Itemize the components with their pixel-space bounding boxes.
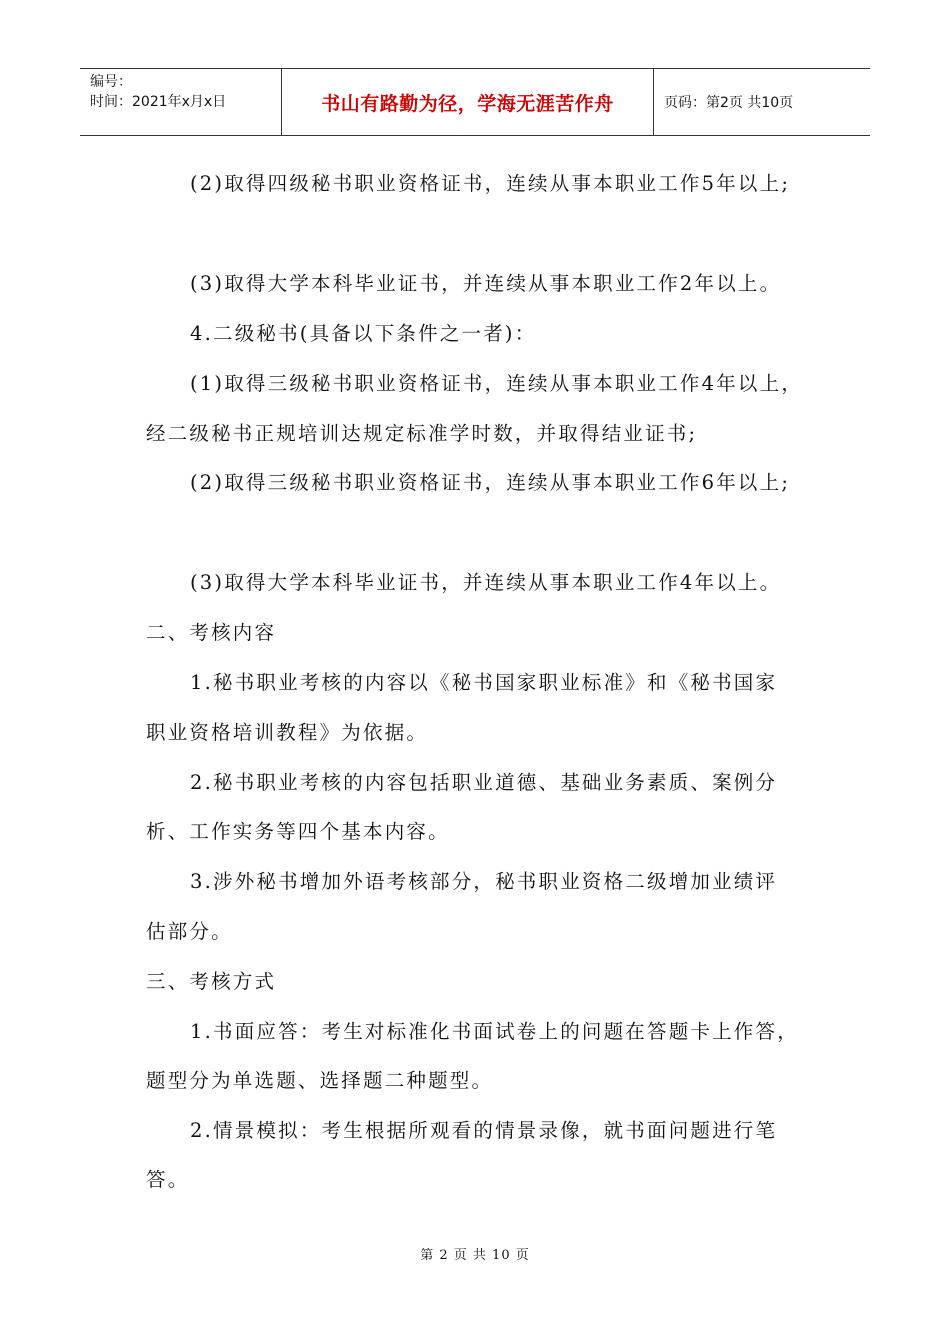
body-line: 经二级秘书正规培训达规定标准学时数，并取得结业证书; [146, 422, 698, 445]
header-page-cell [654, 69, 870, 135]
body-line: (2)取得四级秘书职业资格证书，连续从事本职业工作5年以上; [190, 172, 791, 195]
body-line: 3.涉外秘书增加外语考核部分，秘书职业资格二级增加业绩评 [190, 870, 778, 893]
body-line: 职业资格培训教程》为依据。 [146, 721, 429, 744]
body-line: 析、工作实务等四个基本内容。 [146, 820, 450, 843]
header-page-label: 页码：第2页 共10页 [664, 95, 794, 111]
body-line: 估部分。 [146, 920, 233, 943]
header-meta [80, 69, 282, 135]
body-line: 题型分为单选题、选择题二种题型。 [146, 1069, 494, 1092]
document-number-label: 编号： [90, 74, 132, 90]
section-heading: 二、考核内容 [146, 621, 277, 644]
body-line: 2.情景模拟：考生根据所观看的情景录像，就书面问题进行笔 [190, 1119, 778, 1142]
header-motto: 书山有路勤为径，学海无涯苦作舟 [321, 92, 614, 115]
body-line: 4.二级秘书(具备以下条件之一者)： [190, 322, 537, 345]
page-header [80, 68, 870, 136]
body-line: 答。 [146, 1168, 190, 1191]
body-line: 2.秘书职业考核的内容包括职业道德、基础业务素质、案例分 [190, 771, 778, 794]
page-footer: 第 2 页 共 10 页 [420, 1248, 530, 1263]
body-line: 1.书面应答：考生对标准化书面试卷上的问题在答题卡上作答， [190, 1020, 799, 1043]
section-heading: 三、考核方式 [146, 970, 277, 993]
header-motto-cell [282, 69, 654, 135]
body-line: 1.秘书职业考核的内容以《秘书国家职业标准》和《秘书国家 [190, 671, 778, 694]
body-line: (3)取得大学本科毕业证书，并连续从事本职业工作2年以上。 [190, 272, 782, 295]
body-line: (2)取得三级秘书职业资格证书，连续从事本职业工作6年以上; [190, 471, 791, 494]
body-line: (3)取得大学本科毕业证书，并连续从事本职业工作4年以上。 [190, 571, 782, 594]
body-line: (1)取得三级秘书职业资格证书，连续从事本职业工作4年以上， [190, 372, 804, 395]
document-date-label: 时间：2021年x月x日 [90, 94, 227, 110]
